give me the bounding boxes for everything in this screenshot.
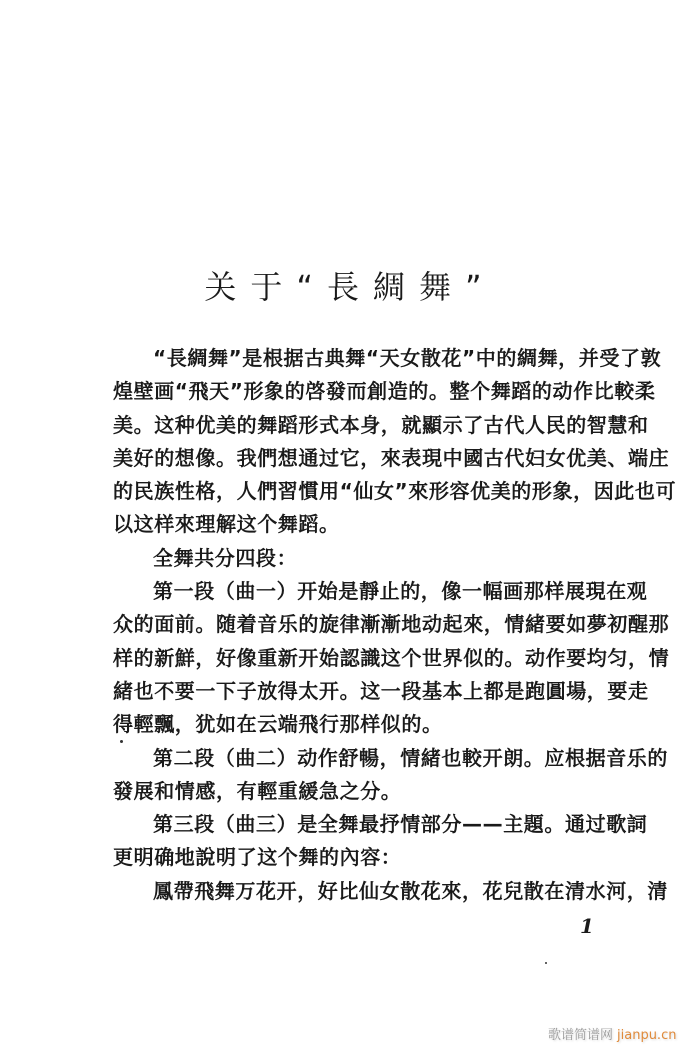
text-line: 更明确地說明了这个舞的內容： [113,845,402,870]
text-line: 發展和情感，有輕重緩急之分。 [113,778,402,803]
text-line: 第三段（曲三）是全舞最抒情部分——主題。通过歌詞 [153,812,648,837]
text-line: 众的面前。随着音乐的旋律漸漸地动起來，情緒要如夢初醒那 [113,612,670,637]
page-title: 关于“長綢舞” [204,268,496,306]
text-line: 煌壁画“飛天”形象的啓發而創造的。整个舞蹈的动作比較柔 [113,379,656,404]
text-line: 第一段（曲一）开始是靜止的，像一幅画那样展現在观 [153,579,648,604]
watermark [548,1024,676,1043]
scan-speck [120,740,123,743]
text-line: 全舞共分四段： [153,545,298,570]
text-line: 以这样來理解这个舞蹈。 [113,512,340,537]
body-text [113,342,677,908]
text-line: 鳳帶飛舞万花开，好比仙女散花來，花兒散在清水河，清 [153,878,668,903]
watermark-site-name: 歌谱简谱网 [548,1028,614,1043]
text-line: 緒也不要一下子放得太开。这一段基本上都是跑圓場，要走 [113,678,649,703]
watermark-domain: jianpu.cn [617,1028,677,1043]
text-line: 样的新鮮，好像重新开始認識这个世界似的。动作要均匀，情 [113,645,670,670]
text-line: 美好的想像。我們想通过它，來表現中國古代妇女优美、端庄 [113,445,670,470]
text-line: 美。这种优美的舞蹈形式本身，就顯示了古代人民的智慧和 [113,412,649,437]
text-line: 得輕飄，犹如在云端飛行那样似的。 [113,712,443,737]
scan-speck [545,962,547,964]
text-line: 的民族性格，人們習慣用“仙女”來形容优美的形象，因此也可 [113,479,677,504]
text-line: “長綢舞”是根据古典舞“天女散花”中的綢舞，并受了敦 [153,346,662,370]
page-number: 1 [580,914,594,938]
text-line: 第二段（曲二）动作舒暢，情緒也較开朗。应根据音乐的 [153,745,668,770]
